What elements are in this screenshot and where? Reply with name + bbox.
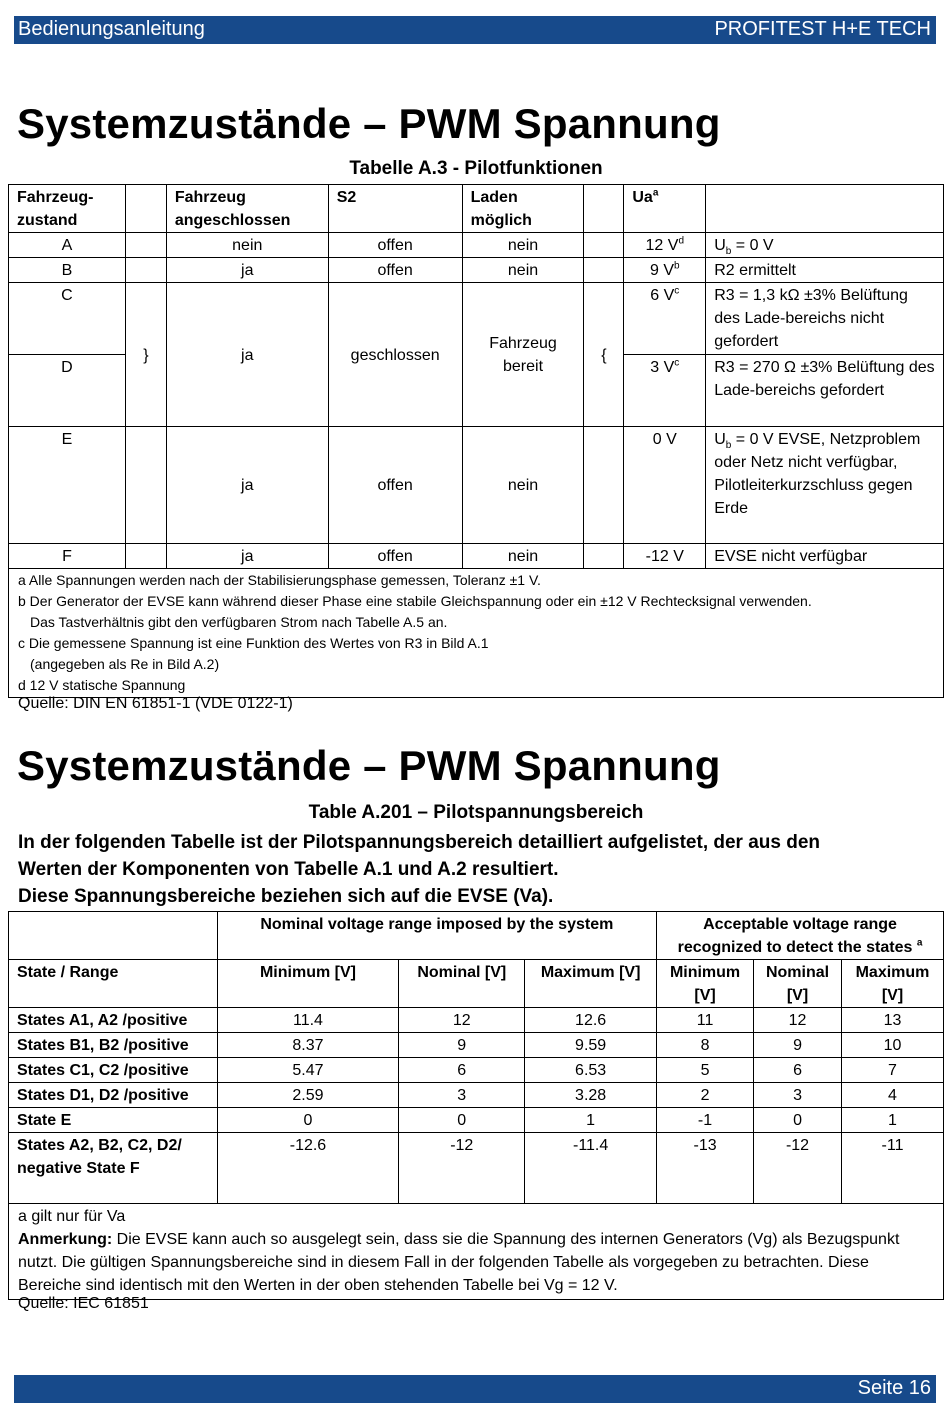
brace-right: { [584, 283, 624, 427]
footnotes [9, 569, 944, 698]
cell-value: 13 [842, 1008, 944, 1033]
cell-value: -12 [754, 1133, 842, 1204]
table-row [9, 1108, 944, 1133]
cell-value: -12.6 [217, 1133, 399, 1204]
cell-value: 8.37 [217, 1033, 399, 1058]
col-header-nom: Nominal [V] [399, 960, 525, 1008]
cell-connected: nein [166, 233, 328, 258]
intro-text [18, 829, 820, 910]
table-row [9, 1083, 944, 1108]
cell-value: 5.47 [217, 1058, 399, 1083]
group-header-nominal: Nominal voltage range imposed by the system [217, 912, 656, 960]
cell-value: 7 [842, 1058, 944, 1083]
table-header-row [9, 185, 944, 233]
cell-note: $U_b = 0$ V EVSE, Netzproblem oder Netz nicht verfügbar, Pilotleiterkurzschluss gegen Erde [706, 427, 944, 544]
footer-band [14, 1375, 936, 1403]
cell-s2: offen [328, 233, 462, 258]
table-row [9, 233, 944, 258]
col-header-max: Maximum [V] [842, 960, 944, 1008]
row-label: States B1, B2 /positive [9, 1033, 218, 1058]
row-header-label: State / Range [9, 960, 218, 1008]
page-number: Seite 16 [857, 1377, 931, 1399]
cell-s2: offen [328, 544, 462, 569]
cell-connected: ja [166, 544, 328, 569]
section-title-1: Systemzustände – PWM Spannung [17, 100, 721, 147]
footnote-row [9, 1204, 944, 1300]
cell-value: 11 [657, 1008, 754, 1033]
footnote-b: b Der Generator der EVSE kann während dieser Phase eine stabile Gleichspannung oder ein ±12 V Rechtecksignal verwenden. [18, 593, 812, 609]
source-2: Quelle: IEC 61851 [18, 1295, 149, 1312]
cell-value: 2 [657, 1083, 754, 1108]
cell-ua: 12 $V^d$ [624, 233, 706, 258]
cell-ua: 3 $V^c$ [624, 355, 706, 427]
cell-value: 1 [525, 1108, 657, 1133]
cell-value: 3 [399, 1083, 525, 1108]
col-header-nom: Nominal [V] [754, 960, 842, 1008]
cell-ua: -12 V [624, 544, 706, 569]
section-title-2: Systemzustände – PWM Spannung [17, 742, 721, 789]
cell-note: R3 = 270 Ω ±3% Belüftung des Lade-bereichs gefordert [706, 355, 944, 427]
pilot-functions-table [8, 184, 944, 698]
cell-state: D [9, 355, 126, 427]
footnote-row [9, 569, 944, 698]
header-spacer [706, 185, 944, 233]
cell-s2: geschlossen [328, 283, 462, 427]
table-row [9, 427, 944, 544]
cell-value: -13 [657, 1133, 754, 1204]
col-header-connected: Fahrzeug angeschlossen [166, 185, 328, 233]
note-label: Anmerkung: [18, 1231, 113, 1248]
cell-note: R3 = 1,3 kΩ ±3% Belüftung des Lade-bereichs nicht gefordert [706, 283, 944, 355]
row-label: States A2, B2, C2, D2/ negative State F [9, 1133, 218, 1204]
intro-line: Diese Spannungsbereiche beziehen sich auf die EVSE (Va). [18, 886, 554, 907]
group-header-row [9, 912, 944, 960]
cell-value: 6 [754, 1058, 842, 1083]
header-band [14, 16, 936, 44]
cell-value: -12 [399, 1133, 525, 1204]
footnote-b-cont: Das Tastverhältnis gibt den verfügbaren Strom nach Tabelle A.5 an. [30, 614, 448, 630]
cell-value: 1 [842, 1108, 944, 1133]
table-caption-2: Table A.201 – Pilotspannungsbereich [308, 802, 644, 823]
col-header-state: Fahrzeug-zustand [9, 185, 126, 233]
cell-connected: ja [166, 258, 328, 283]
cell-value: 9 [754, 1033, 842, 1058]
cell-note: R2 ermittelt [706, 258, 944, 283]
cell-value: -1 [657, 1108, 754, 1133]
header-title: Bedienungsanleitung [18, 18, 205, 40]
intro-line: In der folgenden Tabelle ist der Pilotspannungsbereich detailliert aufgelistet, der aus den [18, 832, 821, 853]
cell-value: 12.6 [525, 1008, 657, 1033]
cell-s2: offen [328, 427, 462, 544]
cell-state: C [9, 283, 126, 355]
table-row [9, 1058, 944, 1083]
cell-value: 3 [754, 1083, 842, 1108]
col-header-row [9, 960, 944, 1008]
source-1: Quelle: DIN EN 61851-1 (VDE 0122-1) [18, 695, 293, 712]
cell-charging: nein [462, 258, 584, 283]
footnote-a: a gilt nur für Va [18, 1208, 126, 1225]
cell-value: 0 [217, 1108, 399, 1133]
col-header-charging: Laden möglich [462, 185, 584, 233]
row-label: States A1, A2 /positive [9, 1008, 218, 1033]
cell-value: 0 [754, 1108, 842, 1133]
table-row [9, 1133, 944, 1204]
row-label: States C1, C2 /positive [9, 1058, 218, 1083]
cell-value: -11.4 [525, 1133, 657, 1204]
cell-charging: nein [462, 233, 584, 258]
cell-connected: ja [166, 427, 328, 544]
cell-state: A [9, 233, 126, 258]
footnotes [9, 1204, 944, 1300]
note-text: Die EVSE kann auch so ausgelegt sein, dass sie die Spannung des internen Generators (Vg) als Bezugspunkt nutzt. Die gültigen Spannungsbereiche sind in diesem Fall in der folgenden Tabelle als vorgegeben zu betrachten. Diese Bereiche sind identisch mit den Werten in der oben stehenden Tabelle bei Vg = 12 V. [18, 1231, 900, 1294]
group-header-acceptable: Acceptable voltage range recognized to detect the states $^a$ [657, 912, 944, 960]
table-row [9, 283, 944, 355]
cell-value: 11.4 [217, 1008, 399, 1033]
table-row [9, 1008, 944, 1033]
footnote-c-cont: (angegeben als Re in Bild A.2) [30, 656, 220, 672]
cell-value: 3.28 [525, 1083, 657, 1108]
col-header-min: Minimum [V] [217, 960, 399, 1008]
row-label: State E [9, 1108, 218, 1133]
cell-value: 6 [399, 1058, 525, 1083]
cell-charging: Fahrzeug bereit [462, 283, 584, 427]
cell-note: EVSE nicht verfügbar [706, 544, 944, 569]
cell-value: 12 [754, 1008, 842, 1033]
table-row [9, 258, 944, 283]
cell-value: 5 [657, 1058, 754, 1083]
footnote-d: d 12 V statische Spannung [18, 677, 186, 693]
footnote-a: a Alle Spannungen werden nach der Stabilisierungsphase gemessen, Toleranz ±1 V. [18, 572, 541, 588]
pilot-voltage-range-table [8, 911, 944, 1300]
cell-value: 9.59 [525, 1033, 657, 1058]
footnote-c: c Die gemessene Spannung ist eine Funktion des Wertes von R3 in Bild A.1 [18, 635, 489, 651]
cell-state: B [9, 258, 126, 283]
cell-charging: nein [462, 427, 584, 544]
cell-charging: nein [462, 544, 584, 569]
cell-value: 12 [399, 1008, 525, 1033]
cell-ua: 0 V [624, 427, 706, 544]
cell-state: F [9, 544, 126, 569]
col-header-s2: S2 [328, 185, 462, 233]
table-caption-1: Tabelle A.3 - Pilotfunktionen [349, 158, 603, 179]
cell-value: 6.53 [525, 1058, 657, 1083]
row-label: States D1, D2 /positive [9, 1083, 218, 1108]
col-header-ua: Ua$^a$ [624, 185, 706, 233]
table-row [9, 1033, 944, 1058]
note [18, 1228, 934, 1297]
col-header-min: Minimum [V] [657, 960, 754, 1008]
col-header-max: Maximum [V] [525, 960, 657, 1008]
header-product: PROFITEST H+E TECH [714, 18, 931, 40]
brace-left: } [125, 283, 166, 427]
cell-value: 9 [399, 1033, 525, 1058]
cell-connected: ja [166, 283, 328, 427]
intro-line: Werten der Komponenten von Tabelle A.1 und A.2 resultiert. [18, 859, 559, 880]
cell-value: 8 [657, 1033, 754, 1058]
cell-value: 2.59 [217, 1083, 399, 1108]
cell-value: 10 [842, 1033, 944, 1058]
cell-value: -11 [842, 1133, 944, 1204]
cell-value: 0 [399, 1108, 525, 1133]
cell-s2: offen [328, 258, 462, 283]
cell-value: 4 [842, 1083, 944, 1108]
cell-ua: 9 $V^b$ [624, 258, 706, 283]
cell-state: E [9, 427, 126, 544]
table-row [9, 544, 944, 569]
cell-note: $U_b = 0$ V [706, 233, 944, 258]
header-spacer [125, 185, 166, 233]
header-spacer [584, 185, 624, 233]
cell-ua: 6 $V^c$ [624, 283, 706, 355]
